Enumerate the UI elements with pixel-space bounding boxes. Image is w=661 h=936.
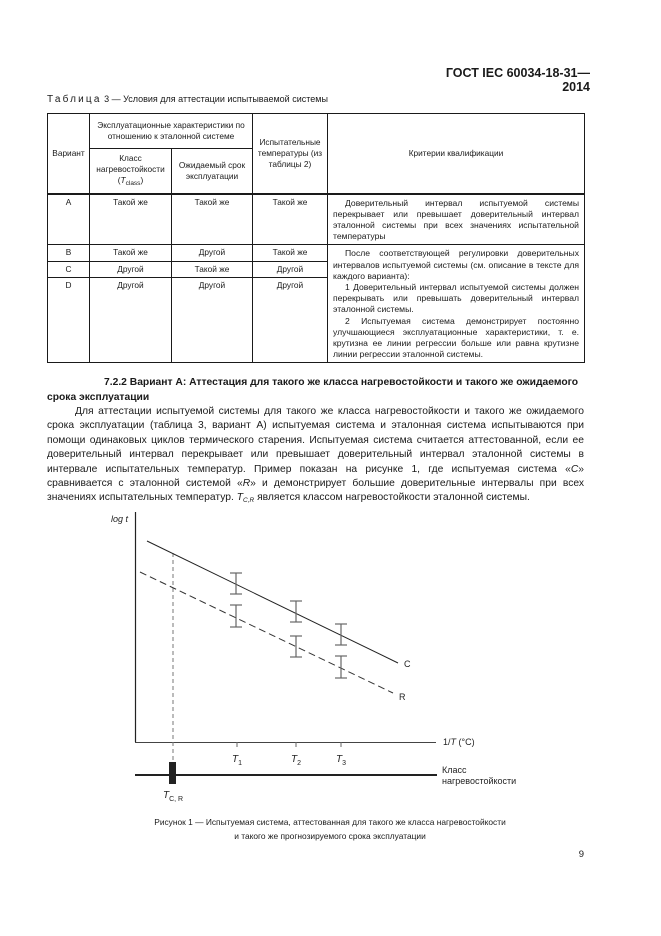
error-bars-r	[230, 605, 347, 678]
tick-t2: $T_2$	[291, 754, 302, 767]
figure-caption	[80, 815, 580, 843]
criteria-a-text: Доверительный интервал испытуемой системы перекрывает или превышает доверительный интервал эталонной системы при всех значениях испытательной температуры	[333, 197, 579, 242]
header-performance-group: Эксплуатационные характеристики по отношению к эталонной системе	[90, 114, 253, 149]
qualification-table	[47, 113, 585, 363]
para-text-3: » и демонстрирует большие доверительные интервалы при всех значениях испытательных температур.	[47, 478, 585, 504]
cell-variant: C	[48, 261, 90, 277]
section-heading: 7.2.2 Вариант А: Аттестация для такого же класса нагревостойкости и такого же ожидаемого срока эксплуатации	[47, 377, 579, 403]
table-title	[47, 94, 328, 105]
cell-criteria-a	[328, 194, 585, 245]
tcr-marker	[169, 762, 176, 784]
header-criteria: Критерии квалификации	[328, 114, 585, 194]
criteria-bcd-item-2: 2 Испытуемая система демонстрирует постоянно улучшающиеся эксплуатационные характеристики, т. е. крутизна ее линии регрессии больше или равна крутизне линии регрессии эталонной системы.	[333, 315, 579, 360]
header-variant: Вариант	[48, 114, 90, 194]
cell-lifetime: Такой же	[172, 261, 253, 277]
header-expected-lifetime: Ожидаемый срок эксплуатации	[172, 149, 253, 194]
cell-class: Такой же	[90, 194, 172, 245]
cell-lifetime: Такой же	[172, 194, 253, 245]
line-c-label: C	[404, 659, 411, 669]
tcr-symbol: T	[236, 492, 243, 504]
header-thermal-class-text: Класс нагревостойкости	[96, 152, 165, 174]
cell-variant: D	[48, 277, 90, 363]
document-id: ГОСТ IEC 60034-18-31—2014	[445, 66, 590, 94]
cell-temps: Такой же	[253, 194, 328, 245]
para-text-1: Для аттестации испытуемой системы для такого же класса нагревостойкости и такого же ожидаемого срока эксплуатации (таблица 3, вариант А) испытуемая система и эталонная система испытываются при помощи одинаковых циклов термического старения. Испытуемая система считается аттестованной, если ее доверительный интервал перекрывает или превышает доверительный интервал эталонной системы в интервале испытательных температур. Пример показан на рисунке 1, где испытуемая система «	[47, 406, 584, 475]
tcr-subscript: C,R	[243, 497, 255, 505]
line-r-label: R	[399, 692, 406, 702]
table-row	[48, 194, 585, 245]
table-label-text: 3 — Условия для аттестации испытываемой системы	[101, 94, 328, 104]
cell-criteria-bcd	[328, 245, 585, 363]
header-thermal-class: Класс нагревостойкости $(T_{class})$	[90, 149, 172, 194]
cell-variant: B	[48, 245, 90, 261]
cell-lifetime: Другой	[172, 245, 253, 261]
tick-t3: $T_3$	[336, 754, 347, 767]
cell-class: Такой же	[90, 245, 172, 261]
tick-t1: $T_1$	[232, 754, 243, 767]
cell-class: Другой	[90, 261, 172, 277]
page-number: 9	[578, 849, 584, 860]
cell-temps: Другой	[253, 261, 328, 277]
cell-variant: A	[48, 194, 90, 245]
regression-line-r	[140, 572, 393, 693]
y-axis-label: log t	[111, 514, 129, 524]
cell-temps: Другой	[253, 277, 328, 363]
class-axis-label-2: нагревостойкости	[442, 776, 517, 786]
criteria-bcd-intro: После соответствующей регулировки доверительных интервалов испытуемой системы (см. описание в тексте для каждого варианта):	[333, 248, 579, 281]
regression-line-c	[147, 541, 398, 663]
table-row	[48, 245, 585, 261]
criteria-bcd-item-1: 1 Доверительный интервал испытуемой системы должен перекрывать или превышать доверительный интервал эталонной системы.	[333, 281, 579, 315]
system-r-ref: R	[242, 478, 251, 490]
para-text-2: » сравнивается с эталонной системой «	[47, 463, 584, 490]
caption-line-1: Рисунок 1 — Испытуемая система, аттестованная для такого же класса нагревостойкости	[154, 817, 506, 827]
tcr-label: $T_{C, R}$	[163, 790, 184, 803]
error-bars-c	[230, 573, 347, 645]
table-label-prefix: Таблица	[47, 94, 102, 105]
caption-line-2: и такого же прогнозируемого срока эксплуатации	[234, 831, 426, 841]
t-class-subscript: class	[125, 179, 141, 187]
header-test-temperatures: Испытательные температуры (из таблицы 2)	[253, 114, 328, 194]
x-axis-label: 1/T (°C)	[443, 737, 475, 747]
section-paragraph	[47, 405, 584, 509]
para-text-4: является классом нагревостойкости эталонной системы.	[254, 492, 530, 504]
figure-1-chart	[0, 505, 661, 805]
t-class-symbol: T	[120, 174, 126, 185]
cell-lifetime: Другой	[172, 277, 253, 363]
system-c-ref: C	[570, 463, 579, 475]
cell-class: Другой	[90, 277, 172, 363]
cell-temps: Такой же	[253, 245, 328, 261]
class-axis-label-1: Класс	[442, 765, 467, 775]
